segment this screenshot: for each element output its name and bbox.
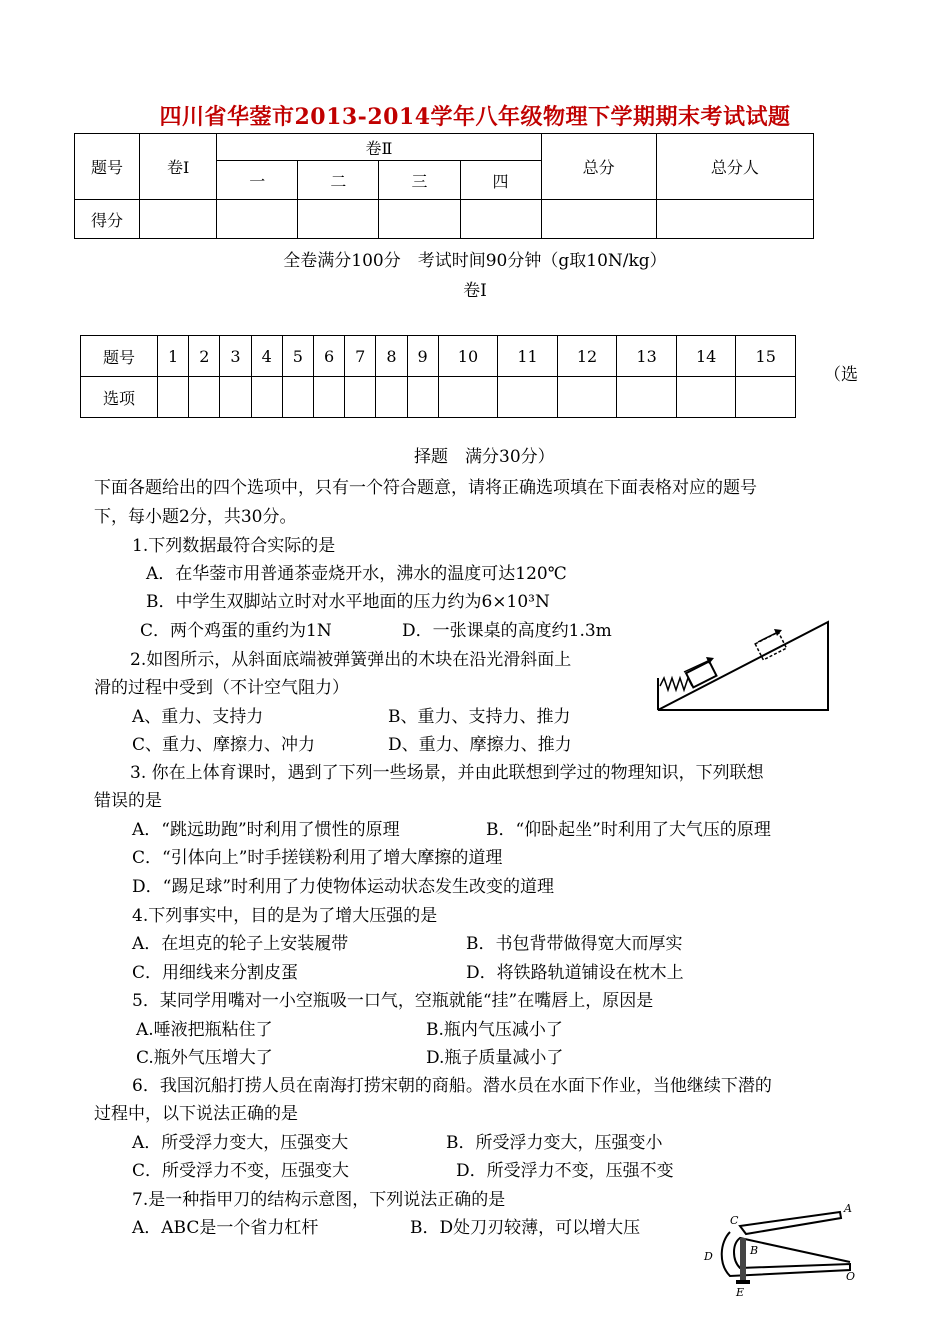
q6-option-d: D．所受浮力不变，压强不变 [456,1161,674,1181]
question-1: 1.下列数据最符合实际的是 [132,536,336,556]
q2-option-c: C、重力、摩擦力、冲力 [132,735,316,755]
choice-number-7: 7 [345,336,376,377]
score-cell[interactable] [140,200,217,239]
q4-option-b: B．书包背带做得宽大而厚实 [466,934,683,954]
question-4: 4.下列事实中，目的是为了增大压强的是 [132,906,438,926]
choice-answer-cell[interactable] [736,377,796,418]
q1-option-d: D．一张课桌的高度约1.3m [402,621,612,641]
score-cell[interactable] [379,200,460,239]
intro-line-2: 下，每小题2分，共30分。 [94,507,297,527]
question-2-line-1: 2.如图所示，从斜面底端被弹簧弹出的木块在沿光滑斜面上 [130,650,572,670]
score-cell[interactable] [217,200,298,239]
q6-option-a: A．所受浮力变大，压强变大 [132,1133,349,1153]
intro-line-1: 下面各题给出的四个选项中，只有一个符合题意，请将正确选项填在下面表格对应的题号 [94,478,757,498]
incline-slope [658,622,828,710]
choice-answer-cell[interactable] [345,377,376,418]
q1-option-c: C．两个鸡蛋的重约为1N [140,621,332,641]
q3-option-a: A．“跳远助跑”时利用了惯性的原理 [132,820,400,840]
exam-info: 全卷满分100分 考试时间90分钟（g取10N/kg） [283,251,667,271]
choice-number-13: 13 [617,336,677,377]
choice-answer-cell[interactable] [189,377,220,418]
clipper-blade [736,1280,750,1284]
score-header-juan1: 卷Ⅰ [140,134,217,200]
q1-option-a: A．在华蓥市用普通茶壶烧开水，沸水的温度可达120℃ [146,564,567,584]
choice-answer-cell[interactable] [617,377,677,418]
label-b: B [750,1244,759,1257]
label-e: E [736,1286,745,1298]
choice-row-label: 选项 [81,377,158,418]
choice-number-6: 6 [313,336,344,377]
incline-figure [652,616,836,716]
score-sub-1: 一 [217,161,298,200]
score-row-label: 得分 [75,200,140,239]
arrow-head-icon-2 [774,629,782,636]
score-cell[interactable] [460,200,541,239]
choice-number-1: 1 [158,336,189,377]
arrow-icon-2 [758,632,778,642]
choice-number-14: 14 [676,336,736,377]
choice-answer-cell[interactable] [376,377,407,418]
question-5: 5．某同学用嘴对一小空瓶吸一口气，空瓶就能“挂”在嘴唇上，原因是 [132,991,654,1011]
choice-answer-cell[interactable] [498,377,558,418]
score-cell[interactable] [541,200,656,239]
choice-answer-cell[interactable] [557,377,617,418]
q2-option-d: D、重力、摩擦力、推力 [388,735,572,755]
label-d: D [704,1250,713,1263]
spring-icon [660,678,692,690]
q6-option-c: C．所受浮力不变，压强变大 [132,1161,350,1181]
nail-clipper-figure [700,1198,860,1298]
score-cell[interactable] [298,200,379,239]
choice-number-10: 10 [438,336,498,377]
q2-option-b: B、重力、支持力、推力 [388,707,571,727]
question-6-line-1: 6．我国沉船打捞人员在南海打捞宋朝的商船。潜水员在水面下作业，当他继续下潜的 [132,1076,772,1096]
q7-option-a: A．ABC是一个省力杠杆 [132,1218,319,1238]
q4-option-a: A．在坦克的轮子上安装履带 [132,934,349,954]
question-6-line-2: 过程中，以下说法正确的是 [94,1104,298,1124]
question-3-line-1: 3. 你在上体育课时，遇到了下列一些场景，并由此联想到学过的物理知识，下列联想 [130,763,764,783]
choice-number-2: 2 [189,336,220,377]
question-2-line-2: 滑的过程中受到（不计空气阻力） [94,678,349,698]
label-c: C [730,1214,739,1227]
choice-header-tihao: 题号 [81,336,158,377]
choice-answer-cell[interactable] [407,377,438,418]
q3-option-d: D．“踢足球”时利用了力使物体运动状态发生改变的道理 [132,877,555,897]
choice-answer-cell[interactable] [438,377,498,418]
score-table [74,133,814,239]
choice-answer-cell[interactable] [251,377,282,418]
score-cell[interactable] [656,200,813,239]
q6-option-b: B．所受浮力变大，压强变小 [446,1133,663,1153]
q3-option-b: B．“仰卧起坐”时利用了大气压的原理 [486,820,771,840]
choice-number-3: 3 [220,336,251,377]
choice-number-12: 12 [557,336,617,377]
block-icon [686,661,716,687]
score-header-juan2: 卷Ⅱ [217,134,541,161]
question-7: 7.是一种指甲刀的结构示意图，下列说法正确的是 [132,1190,506,1210]
choice-number-9: 9 [407,336,438,377]
choice-number-8: 8 [376,336,407,377]
q7-option-b: B．D处刀刃较薄，可以增大压 [410,1218,641,1238]
clipper-pin [740,1238,746,1280]
section-juan1: 卷Ⅰ [463,281,487,301]
question-3-line-2: 错误的是 [94,791,162,811]
score-header-tihao: 题号 [75,134,140,200]
label-a: A [844,1202,852,1215]
side-note: （选 [824,365,858,385]
choice-number-5: 5 [282,336,313,377]
choice-table [80,335,796,418]
choice-answer-cell[interactable] [676,377,736,418]
choice-answer-cell[interactable] [282,377,313,418]
q5-option-c: C.瓶外气压增大了 [136,1048,273,1068]
page-title: 四川省华蓥市2013-2014学年八年级物理下学期期末考试试题 [159,104,791,130]
q4-option-d: D．将铁路轨道铺设在枕木上 [466,963,684,983]
q5-option-d: D.瓶子质量减小了 [426,1048,564,1068]
score-header-total: 总分 [541,134,656,200]
choice-number-15: 15 [736,336,796,377]
choice-answer-cell[interactable] [313,377,344,418]
clipper-lever [740,1212,841,1234]
score-sub-3: 三 [379,161,460,200]
q2-option-a: A、重力、支持力 [132,707,264,727]
score-sub-2: 二 [298,161,379,200]
q1-option-b: B．中学生双脚站立时对水平地面的压力约为6×10³N [146,592,550,612]
q5-option-a: A.唾液把瓶粘住了 [136,1020,273,1040]
section-title: 择题 满分30分） [414,447,555,467]
choice-answer-cell[interactable] [220,377,251,418]
score-sub-4: 四 [460,161,541,200]
q5-option-b: B.瓶内气压减小了 [426,1020,563,1040]
choice-answer-cell[interactable] [158,377,189,418]
q3-option-c: C．“引体向上”时手搓镁粉利用了增大摩擦的道理 [132,848,503,868]
choice-number-11: 11 [498,336,558,377]
q4-option-c: C．用细线来分割皮蛋 [132,963,299,983]
choice-number-4: 4 [251,336,282,377]
label-o: O [846,1270,856,1283]
score-header-total-by: 总分人 [656,134,813,200]
